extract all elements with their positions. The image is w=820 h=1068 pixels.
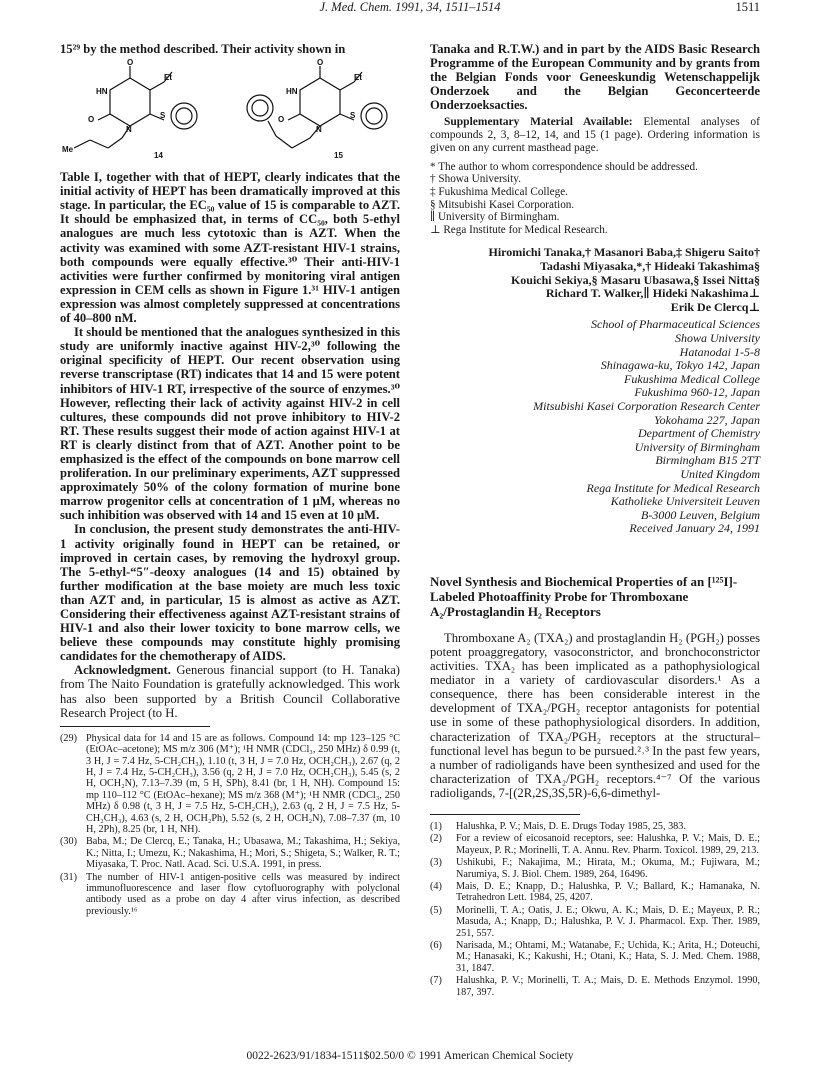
structure-15 (247, 66, 387, 148)
atom-label-o-ring-15: O (278, 115, 285, 125)
reference-item: (2) For a review of eicosanoid receptors, see: Halushka, P. V.; Mais, D. E.; Mayeux, P. R.; Morinelli, T. A. Annu. Rev. Pharm. Toxicol. 1989, 29, 213. (430, 833, 760, 856)
atom-label-et-15: Et (354, 73, 362, 83)
reference-item: (5) Morinelli, T. A.; Oatis, J. E.; Okwu, A. K.; Mais, D. E.; Mayeux, P. R.; Masuda, A.; Knapp, D.; Halushka, P. V. J. Pharmacol. Exp. Ther. 1989, 251, 557. (430, 904, 760, 939)
left-column (60, 42, 400, 918)
footnote-29: (29) Physical data for 14 and 15 are as follows. Compound 14: mp 123–125 °C (EtOAc–acetone); MS m/z 306 (M⁺); ¹H NMR (CDCl₃, 250 MHz) δ 0.99 (t, 3 H, J = 7.4 Hz, 5-CH₂CH₃), 1.10 (t, 3 H, J = 7.0 Hz, OCH₂CH₃), 2.67 (q, 2 H, J = 7.4 Hz, 5-CH₂CH₃), 3.56 (q, 2 H, J = 7.0 Hz, OCH₂CH₃), 5.45 (s, 2 H, OCH₂N), 7.13–7.39 (m, 5 H, SPh), 8.41 (br, 1 H, NH). Compound 15: mp 110–112 °C (EtOAc–hexane); MS m/z 368 (M⁺); ¹H NMR (CDCl₃, 250 MHz) δ 0.98 (t, 3 H, J = 7.5 Hz, 5-CH₂CH₃), 2.63 (q, 2 H, J = 7.5 Hz, 5-CH₂CH₃), 4.63 (s, 2 H, OCH₂Ph), 5.52 (s, 2 H, OCH₂N), 7.08–7.37 (m, 10 H, 2Ph), 8.25 (br, 1 H, NH). (60, 732, 400, 835)
copyright-footer: 0022-2623/91/1834-1511$02.50/0 © 1991 American Chemical Society (246, 1050, 574, 1062)
author-line: Erik De Clercq⊥ (670, 299, 760, 314)
reference-item: (1) Halushka, P. V.; Mais, D. E. Drugs Today 1985, 25, 383. (430, 821, 686, 833)
structure-diagram (60, 58, 400, 166)
atom-label-et: Et (164, 73, 172, 83)
acknowledgment-heading: Acknowledgment. (74, 663, 171, 678)
paragraph-funding: Tanaka and R.T.W.) and in part by the AIDS Basic Research Programme of the European Community and by grants from the Belgian Fonds voor Geneeskundig Wetenschappelijk Onderzoek and the Belgian Geconcerteerde Onderzoeksacties. (430, 42, 760, 113)
affiliation-note: * The author to whom correspondence should be addressed. (430, 160, 698, 173)
author-line: Hiromichi Tanaka,† Masanori Baba,‡ Shigeru Saito† (488, 245, 760, 260)
atom-label-s-15: S (350, 111, 356, 121)
author-line: Tadashi Miyasaka,*,† Hideaki Takashima§ (540, 259, 760, 274)
acknowledgment-body: Generous financial support (to H. Tanaka) from The Naito Foundation is gratefully acknowledged. This work has also been supported by a British Council Collaborative Research Project (to H. (60, 663, 400, 720)
affiliation-note: ∥ University of Birmingham. (430, 211, 560, 224)
structure-14 (74, 66, 197, 148)
affiliation-note: ‡ Fukushima Medical College. (430, 186, 568, 199)
right-column (430, 42, 760, 999)
atom-label-oxo-15: O (317, 58, 324, 68)
paragraph-table-results: Table I, together with that of HEPT, clearly indicates that the initial activity of HEPT has been dramatically improved at this stage. In particular, the EC₅₀ value of 15 is comparable to AZT. It should be emphasized that, in terms of CC₅₀, both 5-ethyl analogues are much less cytotoxic than is AZT. When the activity was examined with some AZT-resistant HIV-1 strains, both compounds were equally effective.³⁰ Their anti-HIV-1 activities were further confirmed by monitoring viral antigen expression in CEM cells as shown in Figure 1.³¹ HIV-1 antigen expression was almost completely suppressed at concentrations of 40–800 nM. (60, 170, 400, 326)
institution-line: Rega Institute for Medical Research (586, 480, 760, 495)
footnote-31: (31) The number of HIV-1 antigen-positive cells was measured by indirect immunofluorescence and laser flow cytofluorography with polyclonal antibody used as a probe on day 4 after virus infection, as described previously.¹⁶ (60, 871, 400, 917)
institution-line: Department of Chemistry (638, 426, 760, 441)
institution-line: United Kingdom (680, 466, 760, 481)
atom-label-s: S (160, 111, 166, 121)
compound-label-14: 14 (154, 151, 163, 161)
atom-label-o-ring: O (88, 115, 95, 125)
affiliation-notes (430, 161, 760, 237)
footnotes (60, 733, 400, 918)
institution-line: Birmingham B15 2TT (655, 453, 760, 468)
reference-list (430, 821, 760, 998)
reference-divider (430, 814, 580, 815)
institution-line: Katholieke Universiteit Leuven (610, 494, 760, 509)
affiliation-note: † Showa University. (430, 173, 521, 186)
supplementary-body: Elemental analyses of compounds 2, 3, 8–12, 14, and 15 (1 page). Ordering information is given on any current masthead page. (430, 116, 760, 155)
institution-line: Hatanodai 1-5-8 (679, 344, 760, 359)
footnote-divider (60, 726, 210, 727)
article-title: Novel Synthesis and Biochemical Properties of an [¹²⁵I]-Labeled Photoaffinity Probe for Thromboxane A₂/Prostaglandin H₂ Receptors (430, 573, 738, 619)
affiliation-note: § Mitsubishi Kasei Corporation. (430, 198, 575, 211)
institution-line: School of Pharmaceutical Sciences (591, 317, 760, 332)
reference-item: (6) Narisada, M.; Ohtami, M.; Watanabe, F.; Uchida, K.; Arita, H.; Doteuchi, M.; Hanasaki, K.; Kakushi, H.; Otani, K.; Hata, S. J. Med. Chem. 1988, 31, 1847. (430, 940, 760, 974)
atom-label-oxo: O (127, 58, 134, 68)
acknowledgment (60, 663, 400, 719)
atom-label-hn-15: HN (286, 87, 298, 97)
atom-label-n: N (126, 125, 132, 135)
affiliation-note: ⊥ Rega Institute for Medical Research. (430, 223, 608, 236)
author-list (430, 246, 760, 314)
atom-label-n-15: N (316, 125, 322, 135)
atom-label-hn: HN (96, 87, 108, 97)
institution-line: Showa University (675, 330, 760, 345)
reference-item: (4) Mais, D. E.; Knapp, D.; Halushka, P. V.; Ballard, K.; Hamanaka, N. Tetrahedron Lett. 1984, 25, 4207. (430, 881, 760, 904)
institution-line: Mitsubishi Kasei Corporation Research Center (533, 398, 760, 413)
institution-line: University of Birmingham (634, 439, 760, 454)
author-line: Richard T. Walker,∥ Hideki Nakashima⊥ (545, 286, 760, 301)
compound-label-15: 15 (334, 151, 343, 161)
institution-line: Fukushima Medical College (624, 371, 760, 386)
intro-line: 15²⁹ by the method described. Their activity shown in (60, 42, 346, 56)
supplementary-heading: Supplementary Material Available: (444, 116, 633, 129)
author-line: Kouichi Sekiya,§ Masaru Ubasawa,§ Issei Nitta§ (510, 272, 760, 287)
chemical-structures (60, 58, 400, 166)
institution-line: Shinagawa-ku, Tokyo 142, Japan (600, 358, 760, 373)
institution-list (430, 318, 760, 536)
institution-line: B-3000 Leuven, Belgium (641, 507, 760, 522)
paragraph-conclusion: In conclusion, the present study demonstrates the anti-HIV-1 activity originally found in HEPT can be retained, or improved in certain cases, by removing the hydroxyl group. The 5-ethyl-“5″-deoxy analogues (14 and 15) obtained by further modification at the base moiety are much less toxic than AZT and, in particular, 15 is almost as active as AZT. Considering their effectiveness against AZT-resistant strains of HIV-1 and also their lower toxicity to bone marrow cells, we believe these compounds may constitute highly promising candidates for the chemotherapy of AIDS. (60, 522, 400, 664)
atom-label-me: Me (62, 145, 74, 155)
institution-line: Yokohama 227, Japan (654, 412, 760, 427)
page-number: 1511 (735, 0, 760, 14)
reference-item: (7) Halushka, P. V.; Morinelli, T. A.; Mais, D. E. Methods Enzymol. 1990, 187, 397. (430, 975, 760, 998)
supplementary-material (430, 116, 760, 154)
journal-citation: J. Med. Chem. 1991, 34, 1511–1514 (319, 0, 501, 14)
reference-item: (3) Ushikubi, F.; Nakajima, M.; Hirata, M.; Okuma, M.; Fujiwara, M.; Narumiya, S. J. Biol. Chem. 1989, 264, 16496. (430, 857, 760, 880)
paragraph-specificity: It should be mentioned that the analogues synthesized in this study are uniformly inactive against HIV-2,³⁰ following the original specificity of HEPT. Our recent observation using reverse transcriptase (RT) indicates that 14 and 15 were potent inhibitors of HIV-1 RT, irrespective of the source of enzymes.³⁰ However, reflecting their lack of activity against HIV-2 in cell cultures, these compounds did not prove inhibitory to HIV-2 RT. These results suggest their mode of action against HIV-1 at RT is clearly distinct from that of AZT. Another point to be emphasized is the effect of the compounds on bone marrow cell proliferation. In our preliminary experiments, AZT suppressed approximately 50% of the colony formation of murine bone marrow progenitor cells at concentration of 1 μM, whereas no such inhibition was observed with 14 and 15 even at 10 μM. (60, 325, 400, 523)
footnote-30: (30) Baba, M.; De Clercq, E.; Tanaka, H.; Ubasawa, M.; Takashima, H.; Sekiya, K.; Nitta, I.; Umezu, K.; Nakashima, H.; Mori, S.; Shigeta, S.; Walker, R. T.; Miyasaka, T. Proc. Natl. Acad. Sci. U.S.A. 1991, in press. (60, 836, 400, 871)
institution-line: Fukushima 960-12, Japan (634, 385, 760, 400)
article-intro-paragraph: Thromboxane A₂ (TXA₂) and prostaglandin H₂ (PGH₂) posses potent proaggregatory, vasoconstrictor, and bronchoconstrictor activities. TXA₂ has been implicated as a pathophysiological mediator in a variety of cardiovascular disorders.¹ As a consequence, there has been considerable interest in the development of TXA₂/PGH₂ receptor antagonists for potential use in some of these pathophysiological disorders. In addition, characterization of TXA₂/PGH₂ receptors at the structural–functional level has begun to be pursued.²˒³ In the past few years, a number of radioligands have been synthesized and used for the characterization of TXA₂/PGH₂ receptors.⁴⁻⁷ Of the various radioligands, 7-[(2R,2S,3S,5R)-6,6-dimethyl- (430, 630, 760, 800)
received-date: Received January 24, 1991 (629, 521, 760, 536)
